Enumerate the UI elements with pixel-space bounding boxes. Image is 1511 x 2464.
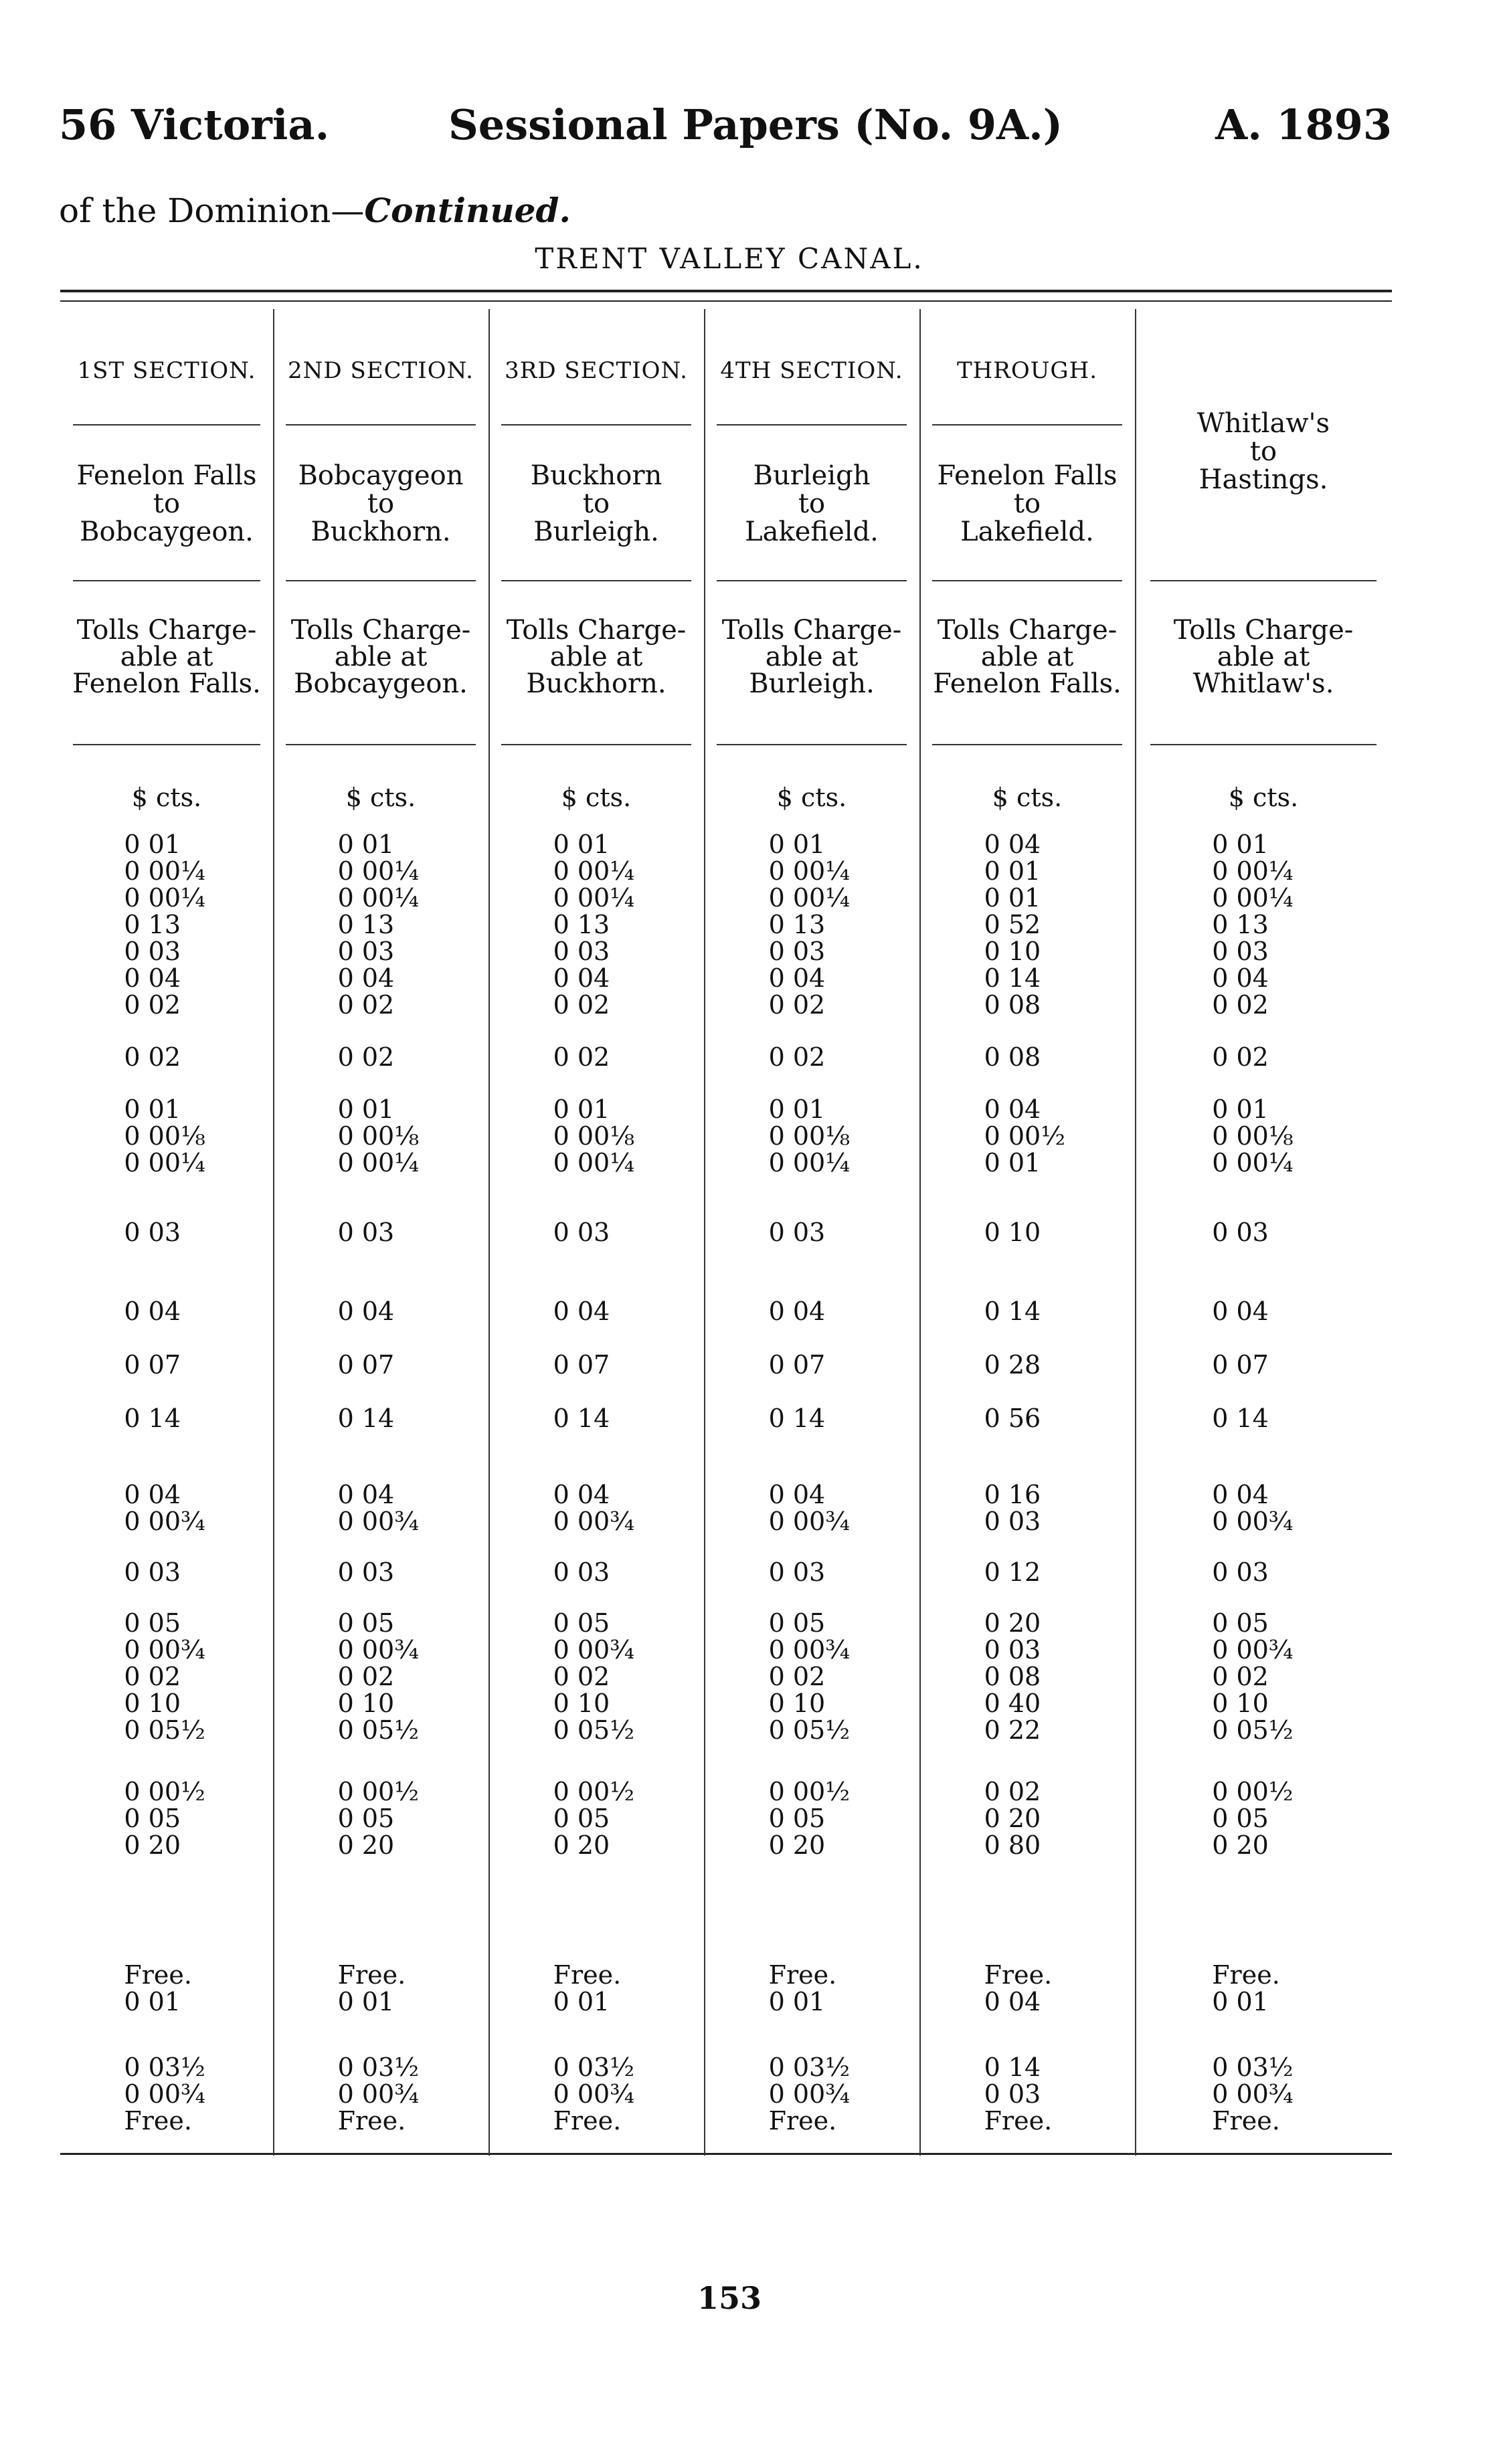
tolls-line: Tolls Charge- — [506, 615, 687, 646]
section-heading: 4TH SECTION. — [720, 357, 903, 384]
toll-value: 0 00¼ — [124, 883, 205, 913]
toll-value: 0 01 — [124, 1987, 181, 2016]
toll-value: 0 04 — [984, 830, 1041, 859]
toll-value: 0 00½ — [984, 1121, 1066, 1151]
toll-value: 0 03 — [553, 937, 610, 966]
toll-value: 0 05 — [768, 1608, 826, 1638]
toll-value: 0 00¼ — [768, 883, 851, 913]
toll-value: 0 04 — [124, 1297, 181, 1326]
toll-value: 0 14 — [984, 963, 1041, 993]
toll-value: 0 03 — [1212, 1557, 1269, 1587]
toll-value: 0 04 — [768, 963, 826, 993]
toll-value: 0 01 — [124, 1095, 181, 1124]
toll-value: 0 10 — [1212, 1689, 1269, 1718]
toll-value: 0 03 — [124, 1218, 181, 1247]
toll-value: 0 03 — [124, 1557, 181, 1587]
route-line: Fenelon Falls — [937, 460, 1118, 491]
currency-unit: $ cts. — [131, 783, 202, 812]
toll-value: 0 02 — [768, 1042, 826, 1072]
toll-value: 0 03½ — [553, 2053, 635, 2082]
toll-value: Free. — [1212, 2106, 1280, 2136]
toll-value: 0 03 — [124, 937, 181, 966]
toll-value: 0 10 — [124, 1689, 181, 1718]
toll-value: 0 07 — [124, 1350, 181, 1380]
route-divider — [286, 580, 475, 581]
toll-value: Free. — [768, 1960, 837, 1990]
toll-value: 0 01 — [337, 830, 395, 859]
toll-value: 0 00¼ — [124, 856, 205, 886]
toll-value: 0 00½ — [337, 1777, 420, 1806]
table-column — [60, 309, 273, 2156]
toll-value: 0 14 — [984, 1297, 1041, 1326]
toll-value: 0 20 — [553, 1830, 610, 1860]
toll-value: 0 00¼ — [553, 856, 635, 886]
toll-value: 0 00½ — [553, 1777, 635, 1806]
toll-value: 0 20 — [124, 1830, 181, 1860]
toll-value: 0 14 — [768, 1404, 826, 1433]
toll-value: 0 05½ — [1212, 1715, 1294, 1745]
bottom-rule — [60, 2153, 1392, 2155]
route-line: Fenelon Falls — [76, 460, 257, 491]
toll-value: 0 01 — [124, 830, 181, 859]
section-heading: 1ST SECTION. — [77, 357, 256, 384]
toll-value: 0 05½ — [337, 1715, 420, 1745]
toll-value: 0 10 — [768, 1689, 826, 1718]
toll-value: 0 20 — [984, 1608, 1041, 1638]
toll-value: 0 03 — [337, 937, 395, 966]
toll-value: 0 03½ — [1212, 2053, 1294, 2082]
toll-value: 0 01 — [768, 1987, 826, 2016]
toll-value: 0 00¾ — [1212, 1507, 1294, 1536]
toll-value: Free. — [337, 1960, 406, 1990]
table-column — [1135, 309, 1392, 2156]
column-separator — [919, 309, 921, 2156]
toll-value: 0 02 — [768, 990, 826, 1020]
toll-value: 0 01 — [1212, 1987, 1269, 2016]
toll-value: 0 04 — [553, 1480, 610, 1509]
tolls-label — [273, 617, 488, 697]
route-line: Bobcaygeon — [298, 460, 464, 491]
toll-value: 0 00¾ — [553, 2079, 635, 2109]
tolls-line: Buckhorn. — [526, 668, 666, 699]
toll-value: 0 00¾ — [553, 1635, 635, 1665]
toll-value: 0 02 — [553, 990, 610, 1020]
route-label — [1135, 409, 1392, 494]
toll-value: 0 04 — [553, 1297, 610, 1326]
route-divider — [501, 580, 691, 581]
route-label — [273, 462, 488, 546]
toll-value: 0 02 — [553, 1042, 610, 1072]
section-heading: 3RD SECTION. — [505, 357, 688, 384]
route-line: to — [1249, 436, 1277, 467]
route-label — [919, 462, 1135, 546]
toll-value: 0 03 — [768, 1218, 826, 1247]
toll-value: 0 10 — [984, 937, 1041, 966]
toll-value: Free. — [1212, 1960, 1280, 1990]
toll-value: 0 07 — [768, 1350, 826, 1380]
subheading-continued: Continued. — [364, 191, 571, 230]
toll-value: 0 07 — [337, 1350, 395, 1380]
header-divider — [932, 424, 1122, 425]
toll-value: 0 00¾ — [124, 2079, 205, 2109]
toll-value: 0 20 — [768, 1830, 826, 1860]
toll-value: 0 04 — [553, 963, 610, 993]
currency-unit: $ cts. — [1228, 783, 1299, 812]
toll-value: 0 02 — [1212, 990, 1269, 1020]
tolls-divider — [73, 744, 260, 745]
tolls-divider — [286, 744, 475, 745]
toll-value: 0 04 — [337, 1297, 395, 1326]
toll-value: 0 04 — [1212, 963, 1269, 993]
tolls-line: Tolls Charge- — [1173, 615, 1354, 646]
route-line: Burleigh. — [533, 516, 659, 547]
toll-value: 0 10 — [553, 1689, 610, 1718]
route-line: to — [1013, 488, 1041, 519]
toll-value: 0 13 — [337, 910, 395, 939]
tolls-line: Whitlaw's. — [1192, 668, 1334, 699]
toll-value: 0 02 — [984, 1777, 1041, 1806]
route-line: to — [582, 488, 610, 519]
toll-value: 0 07 — [1212, 1350, 1269, 1380]
tolls-line: Tolls Charge- — [76, 615, 257, 646]
toll-value: 0 04 — [337, 1480, 395, 1509]
tolls-label — [488, 617, 704, 697]
toll-value: 0 05 — [553, 1804, 610, 1833]
tolls-line: Bobcaygeon. — [294, 668, 468, 699]
toll-value: 0 04 — [124, 1480, 181, 1509]
toll-value: 0 00¾ — [1212, 2079, 1294, 2109]
toll-value: 0 56 — [984, 1404, 1041, 1433]
toll-value: 0 00¼ — [1212, 856, 1294, 886]
toll-value: 0 00¼ — [1212, 1148, 1294, 1177]
header-year: A. 1893 — [1215, 100, 1392, 149]
toll-value: 0 10 — [337, 1689, 395, 1718]
toll-value: 0 04 — [768, 1480, 826, 1509]
route-label — [488, 462, 704, 546]
toll-value: 0 03 — [984, 1507, 1041, 1536]
page-number: 153 — [697, 2280, 762, 2316]
tolls-line: Burleigh. — [749, 668, 875, 699]
route-label — [704, 462, 919, 546]
column-separator — [704, 309, 705, 2156]
tolls-line: able at — [334, 642, 428, 672]
toll-value: 0 04 — [768, 1297, 826, 1326]
tolls-line: able at — [120, 642, 213, 672]
route-line: Buckhorn — [530, 460, 662, 491]
toll-value: 0 05 — [768, 1804, 826, 1833]
toll-value: 0 13 — [768, 910, 826, 939]
currency-unit: $ cts. — [776, 783, 847, 812]
toll-value: 0 14 — [553, 1404, 610, 1433]
toll-value: 0 03½ — [124, 2053, 205, 2082]
toll-value: 0 08 — [984, 990, 1041, 1020]
toll-value: 0 00⅛ — [337, 1121, 420, 1151]
toll-value: 0 00⅛ — [768, 1121, 851, 1151]
top-rule-thin — [60, 300, 1392, 302]
toll-value: 0 01 — [984, 856, 1041, 886]
toll-value: Free. — [984, 1960, 1053, 1990]
toll-value: 0 00¾ — [1212, 1635, 1294, 1665]
toll-value: 0 00¾ — [553, 1507, 635, 1536]
toll-value: 0 02 — [1212, 1662, 1269, 1691]
canal-title: TRENT VALLEY CANAL. — [535, 242, 924, 275]
toll-value: 0 20 — [337, 1830, 395, 1860]
column-separator — [273, 309, 274, 2156]
toll-value: 0 02 — [337, 1662, 395, 1691]
toll-value: Free. — [768, 2106, 837, 2136]
section-heading: THROUGH. — [956, 357, 1098, 384]
toll-value: 0 01 — [1212, 830, 1269, 859]
toll-value: 0 02 — [1212, 1042, 1269, 1072]
tolls-divider — [932, 744, 1122, 745]
toll-value: 0 00¾ — [337, 1635, 420, 1665]
tolls-line: Tolls Charge- — [290, 615, 471, 646]
toll-value: 0 00¾ — [337, 2079, 420, 2109]
table-column — [919, 309, 1135, 2156]
column-separator — [1135, 309, 1136, 2156]
toll-value: 0 00⅛ — [124, 1121, 205, 1151]
route-divider — [73, 580, 260, 581]
route-divider — [1150, 580, 1376, 581]
toll-value: 0 03½ — [768, 2053, 851, 2082]
toll-value: Free. — [984, 2106, 1053, 2136]
toll-value: 0 01 — [984, 1148, 1041, 1177]
toll-value: 0 00¼ — [768, 1148, 851, 1177]
toll-value: 0 03 — [1212, 937, 1269, 966]
tolls-line: Tolls Charge- — [721, 615, 902, 646]
toll-value: 0 04 — [337, 963, 395, 993]
toll-value: 0 04 — [984, 1095, 1041, 1124]
toll-value: 0 01 — [337, 1987, 395, 2016]
toll-value: 0 00¼ — [1212, 883, 1294, 913]
tolls-label — [1135, 617, 1392, 697]
toll-value: 0 05 — [1212, 1608, 1269, 1638]
toll-value: 0 00¾ — [768, 1507, 851, 1536]
toll-value: 0 01 — [984, 883, 1041, 913]
toll-value: 0 00¼ — [768, 856, 851, 886]
top-rule — [60, 290, 1392, 292]
toll-value: 0 03 — [337, 1557, 395, 1587]
route-line: to — [367, 488, 395, 519]
header-divider — [73, 424, 260, 425]
toll-value: 0 13 — [1212, 910, 1269, 939]
toll-value: 0 00¾ — [768, 1635, 851, 1665]
toll-value: 0 13 — [553, 910, 610, 939]
toll-value: 0 04 — [1212, 1297, 1269, 1326]
tolls-divider — [717, 744, 906, 745]
tolls-label — [919, 617, 1135, 697]
toll-value: 0 00¼ — [337, 883, 420, 913]
tolls-line: able at — [549, 642, 643, 672]
toll-value: 0 00¾ — [768, 2079, 851, 2109]
header-volume: 56 Victoria. — [59, 100, 330, 149]
toll-value: 0 00¼ — [337, 856, 420, 886]
tolls-line: Fenelon Falls. — [72, 668, 261, 699]
toll-value: 0 16 — [984, 1480, 1041, 1509]
toll-value: 0 05½ — [124, 1715, 205, 1745]
route-line: Buckhorn. — [310, 516, 451, 547]
toll-value: 0 01 — [553, 830, 610, 859]
toll-value: 0 13 — [124, 910, 181, 939]
toll-value: 0 02 — [337, 1042, 395, 1072]
tolls-label — [704, 617, 919, 697]
route-line: Burleigh — [753, 460, 871, 491]
header-divider — [717, 424, 906, 425]
toll-value: 0 14 — [1212, 1404, 1269, 1433]
toll-value: 0 00⅛ — [1212, 1121, 1294, 1151]
toll-value: 0 00½ — [768, 1777, 851, 1806]
toll-value: 0 00¼ — [124, 1148, 205, 1177]
toll-value: 0 04 — [1212, 1480, 1269, 1509]
header-divider — [501, 424, 691, 425]
toll-value: 0 03½ — [337, 2053, 420, 2082]
toll-value: 0 14 — [337, 1404, 395, 1433]
tolls-table — [60, 309, 1392, 2156]
toll-value: Free. — [337, 2106, 406, 2136]
tolls-line: Tolls Charge- — [937, 615, 1118, 646]
toll-value: 0 03 — [768, 937, 826, 966]
currency-unit: $ cts. — [992, 783, 1063, 812]
toll-value: 0 01 — [768, 830, 826, 859]
tolls-line: Fenelon Falls. — [933, 668, 1122, 699]
toll-value: 0 00⅛ — [553, 1121, 635, 1151]
toll-value: 0 52 — [984, 910, 1041, 939]
currency-unit: $ cts. — [345, 783, 416, 812]
toll-value: 0 10 — [984, 1218, 1041, 1247]
subheading-text: of the Dominion— — [59, 191, 365, 230]
toll-value: 0 07 — [553, 1350, 610, 1380]
toll-value: 0 01 — [337, 1095, 395, 1124]
table-column — [704, 309, 919, 2156]
toll-value: 0 01 — [768, 1095, 826, 1124]
toll-value: Free. — [124, 2106, 192, 2136]
tolls-line: able at — [980, 642, 1074, 672]
toll-value: 0 05 — [1212, 1804, 1269, 1833]
toll-value: 0 02 — [124, 990, 181, 1020]
toll-value: 0 01 — [553, 1987, 610, 2016]
toll-value: Free. — [553, 1960, 622, 1990]
subheading — [59, 191, 571, 230]
toll-value: 0 05 — [337, 1608, 395, 1638]
toll-value: 0 05 — [124, 1608, 181, 1638]
toll-value: 0 02 — [337, 990, 395, 1020]
route-line: Lakefield. — [960, 516, 1094, 547]
toll-value: 0 22 — [984, 1715, 1041, 1745]
tolls-line: able at — [1217, 642, 1310, 672]
toll-value: 0 01 — [553, 1095, 610, 1124]
toll-value: 0 03 — [337, 1218, 395, 1247]
toll-value: 0 05½ — [768, 1715, 851, 1745]
toll-value: 0 03 — [1212, 1218, 1269, 1247]
toll-value: 0 08 — [984, 1042, 1041, 1072]
toll-value: 0 01 — [1212, 1095, 1269, 1124]
table-column — [488, 309, 704, 2156]
toll-value: Free. — [124, 1960, 192, 1990]
toll-value: 0 03 — [553, 1218, 610, 1247]
route-divider — [717, 580, 906, 581]
toll-value: 0 03 — [984, 2079, 1041, 2109]
toll-value: 0 14 — [124, 1404, 181, 1433]
tolls-divider — [1150, 744, 1376, 745]
toll-value: 0 03 — [984, 1635, 1041, 1665]
toll-value: 0 03 — [768, 1557, 826, 1587]
toll-value: 0 02 — [124, 1662, 181, 1691]
toll-value: 0 00¾ — [124, 1635, 205, 1665]
route-label — [60, 462, 273, 546]
toll-value: 0 05½ — [553, 1715, 635, 1745]
toll-value: 0 00¾ — [124, 1507, 205, 1536]
currency-unit: $ cts. — [561, 783, 632, 812]
toll-value: 0 80 — [984, 1830, 1041, 1860]
toll-value: 0 02 — [124, 1042, 181, 1072]
toll-value: 0 03 — [553, 1557, 610, 1587]
route-line: Hastings. — [1198, 464, 1328, 495]
toll-value: 0 05 — [337, 1804, 395, 1833]
header-title: Sessional Papers (No. 9A.) — [448, 100, 1063, 149]
section-heading: 2ND SECTION. — [288, 357, 474, 384]
toll-value: 0 20 — [984, 1804, 1041, 1833]
toll-value: 0 00½ — [124, 1777, 205, 1806]
toll-value: 0 40 — [984, 1689, 1041, 1718]
header-divider — [286, 424, 475, 425]
toll-value: 0 14 — [984, 2053, 1041, 2082]
toll-value: 0 08 — [984, 1662, 1041, 1691]
route-line: Whitlaw's — [1196, 408, 1330, 439]
toll-value: 0 28 — [984, 1350, 1041, 1380]
tolls-divider — [501, 744, 691, 745]
route-divider — [932, 580, 1122, 581]
toll-value: 0 00¾ — [337, 1507, 420, 1536]
route-line: to — [153, 488, 181, 519]
tolls-line: able at — [765, 642, 859, 672]
toll-value: 0 00¼ — [337, 1148, 420, 1177]
tolls-label — [60, 617, 273, 697]
route-line: Bobcaygeon. — [80, 516, 254, 547]
route-line: Lakefield. — [745, 516, 879, 547]
table-column — [273, 309, 488, 2156]
column-separator — [488, 309, 490, 2156]
toll-value: 0 00¼ — [553, 1148, 635, 1177]
route-line: to — [798, 488, 826, 519]
toll-value: 0 04 — [984, 1987, 1041, 2016]
toll-value: 0 02 — [768, 1662, 826, 1691]
toll-value: 0 05 — [553, 1608, 610, 1638]
toll-value: 0 04 — [124, 963, 181, 993]
toll-value: 0 12 — [984, 1557, 1041, 1587]
toll-value: 0 20 — [1212, 1830, 1269, 1860]
toll-value: 0 02 — [553, 1662, 610, 1691]
toll-value: 0 05 — [124, 1804, 181, 1833]
toll-value: Free. — [553, 2106, 622, 2136]
toll-value: 0 00¼ — [553, 883, 635, 913]
toll-value: 0 00½ — [1212, 1777, 1294, 1806]
